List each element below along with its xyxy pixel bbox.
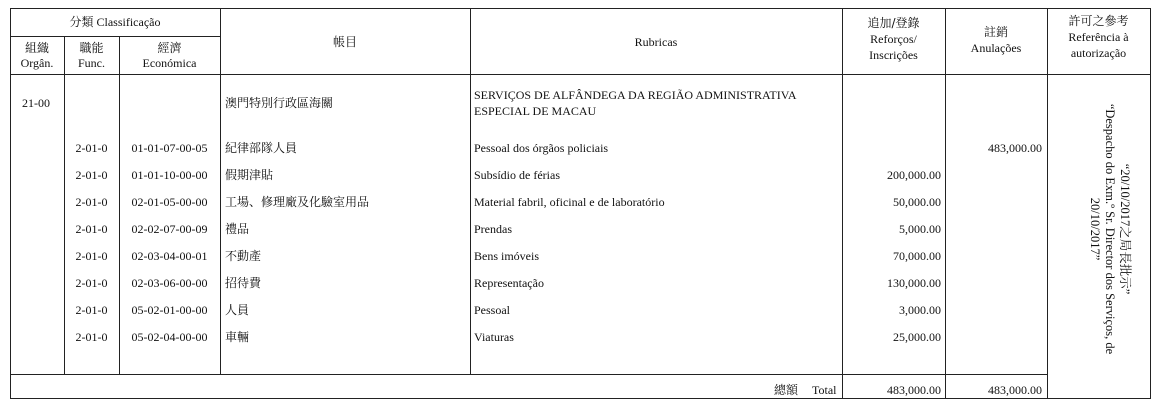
row-account-zh: 假期津貼	[225, 168, 274, 182]
row-rubrica-pt: Viaturas	[474, 330, 514, 344]
reference-header-pt2: autorização	[1070, 46, 1127, 60]
row-reforcos: 70,000.00	[893, 249, 941, 263]
total-anulacoes: 483,000.00	[988, 383, 1042, 397]
authorization-line3: 20/10/2017”	[1088, 197, 1102, 261]
row-account-zh: 招待費	[225, 276, 262, 290]
row-anulacoes: 483,000.00	[988, 141, 1042, 155]
row-rubrica-pt: Bens imóveis	[474, 249, 539, 263]
row-econ-code: 01-01-07-00-05	[131, 141, 208, 155]
row-account-zh: 不動產	[225, 249, 262, 263]
reforcos-header-pt2: Inscrições	[869, 48, 918, 62]
total-label-pt: Total	[812, 383, 837, 397]
row-econ-code: 02-01-05-00-00	[131, 195, 208, 209]
row-econ-code: 02-03-04-00-01	[131, 249, 208, 263]
authorization-line2: “Despacho do Exm.º Sr. Director dos Serviços, de	[1103, 103, 1117, 355]
row-func-code: 2-01-0	[75, 168, 108, 182]
row-account-zh: 禮品	[225, 222, 250, 236]
classification-header: 分類 Classificação	[69, 15, 161, 29]
row-account-zh: 紀律部隊人員	[225, 141, 298, 155]
row-rubrica-pt: Pessoal	[474, 303, 510, 317]
reference-header-zh: 許可之參考	[1068, 14, 1129, 28]
func-header-zh: 職能	[79, 41, 104, 55]
anulacoes-header-zh: 註銷	[983, 25, 1008, 39]
total-top-border	[10, 374, 1048, 375]
organ-name-zh: 澳門特別行政區海關	[225, 96, 334, 110]
row-reforcos: 200,000.00	[887, 168, 941, 182]
header-bottom-border	[10, 74, 1150, 75]
row-func-code: 2-01-0	[75, 141, 108, 155]
func-header-pt: Func.	[78, 56, 105, 70]
account-header: 帳目	[332, 35, 357, 49]
classification-divider	[10, 36, 220, 37]
authorization-line1: “20/10/2017之局長批示”	[1118, 163, 1132, 295]
authorization-reference	[1052, 84, 1152, 374]
row-reforcos: 5,000.00	[899, 222, 941, 236]
row-func-code: 2-01-0	[75, 222, 108, 236]
row-rubrica-pt: Representação	[474, 276, 544, 290]
reforcos-header-zh: 追加/登錄	[867, 16, 920, 30]
anulacoes-header-pt: Anulações	[970, 41, 1022, 55]
table-bottom-border	[10, 398, 1150, 399]
organ-name-pt-line2: ESPECIAL DE MACAU	[474, 104, 597, 118]
row-econ-code: 02-02-07-00-09	[131, 222, 208, 236]
row-func-code: 2-01-0	[75, 303, 108, 317]
row-reforcos: 50,000.00	[893, 195, 941, 209]
row-rubrica-pt: Subsídio de férias	[474, 168, 560, 182]
row-func-code: 2-01-0	[75, 276, 108, 290]
col-divider-rubricas	[470, 8, 471, 374]
row-econ-code: 01-01-10-00-00	[131, 168, 208, 182]
organ-name-pt-line1: SERVIÇOS DE ALFÂNDEGA DA REGIÃO ADMINISTRATIVA	[474, 88, 797, 102]
total-reforcos: 483,000.00	[887, 383, 941, 397]
row-econ-code: 05-02-04-00-00	[131, 330, 208, 344]
row-account-zh: 工場、修理廠及化驗室用品	[225, 195, 370, 209]
col-divider-anulacoes	[945, 8, 946, 399]
reference-header-pt1: Referência à	[1068, 30, 1129, 44]
table-top-border	[10, 8, 1150, 9]
econ-header-pt: Económica	[142, 56, 197, 70]
organ-header-zh: 組織	[24, 41, 49, 55]
row-account-zh: 人員	[225, 303, 250, 317]
row-func-code: 2-01-0	[75, 195, 108, 209]
rubricas-header: Rubricas	[634, 35, 678, 49]
econ-header-zh: 經濟	[157, 41, 182, 55]
row-rubrica-pt: Material fabril, oficinal e de laboratório	[474, 195, 665, 209]
organ-code: 21-00	[22, 96, 50, 110]
col-divider-reference	[1047, 8, 1048, 399]
row-account-zh: 車輛	[225, 330, 250, 344]
row-func-code: 2-01-0	[75, 330, 108, 344]
row-econ-code: 02-03-06-00-00	[131, 276, 208, 290]
reforcos-header-pt1: Reforços/	[870, 32, 917, 46]
row-reforcos: 3,000.00	[899, 303, 941, 317]
total-label-zh: 總額	[774, 383, 799, 397]
col-divider-account	[220, 8, 221, 374]
row-econ-code: 05-02-01-00-00	[131, 303, 208, 317]
row-rubrica-pt: Pessoal dos órgãos policiais	[474, 141, 609, 155]
row-rubrica-pt: Prendas	[474, 222, 512, 236]
row-reforcos: 25,000.00	[893, 330, 941, 344]
organ-header-pt: Orgân.	[20, 56, 54, 70]
row-func-code: 2-01-0	[75, 249, 108, 263]
row-reforcos: 130,000.00	[887, 276, 941, 290]
